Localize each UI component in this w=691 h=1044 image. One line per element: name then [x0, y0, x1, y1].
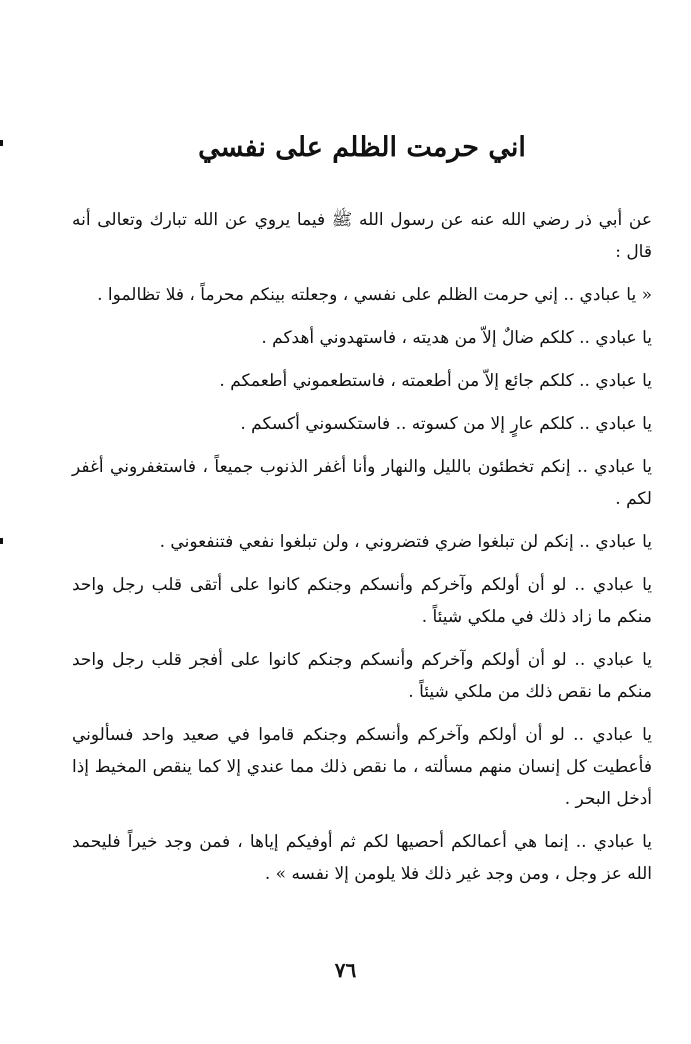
page-number: ٧٦: [334, 958, 357, 982]
hadith-paragraph-7: يا عبادي .. لو أن أولكم وآخركم وأنسكم وجنكم كانوا على أتقى قلب رجل واحد منكم ما زاد ذلك في ملكي شيئاً .: [72, 575, 652, 627]
hadith-paragraph-5: يا عبادي .. إنكم تخطئون بالليل والنهار وأنا أغفر الذنوب جميعاً ، فاستغفروني أغفر لكم .: [72, 457, 652, 509]
hadith-paragraph-8: يا عبادي .. لو أن أولكم وآخركم وأنسكم وجنكم كانوا على أفجر قلب رجل واحد منكم ما نقص ذلك من ملكي شيئاً .: [72, 650, 652, 702]
page-body: [72, 128, 652, 901]
margin-mark: [0, 140, 3, 146]
intro-paragraph: عن أبي ذر رضي الله عنه عن رسول الله ﷺ فيما يروي عن الله تبارك وتعالى أنه قال :: [72, 210, 652, 262]
margin-mark: [0, 538, 3, 544]
hadith-paragraph-4: يا عبادي .. كلكم عارٍ إلا من كسوته .. فاستكسوني أكسكم .: [240, 414, 652, 434]
hadith-paragraph-6: يا عبادي .. إنكم لن تبلغوا ضري فتضروني ، ولن تبلغوا نفعي فتنفعوني .: [159, 532, 652, 552]
hadith-paragraph-9: يا عبادي .. لو أن أولكم وآخركم وأنسكم وجنكم قاموا في صعيد واحد فسألوني فأعطيت كل إنسان منهم مسألته ، ما نقص ذلك مما عندي إلا كما ينقص المخيط إذا أدخل البحر .: [72, 725, 652, 809]
hadith-paragraph-2: يا عبادي .. كلكم ضالٌ إلاّ من هديته ، فاستهدوني أهدكم .: [261, 328, 652, 348]
hadith-paragraph-3: يا عبادي .. كلكم جائع إلاّ من أطعمته ، فاستطعموني أطعمكم .: [219, 371, 652, 391]
hadith-paragraph-1: « يا عبادي .. إني حرمت الظلم على نفسي ، وجعلته بينكم محرماً ، فلا تظالموا .: [97, 285, 652, 305]
page-title: اني حرمت الظلم على نفسي: [198, 132, 526, 163]
hadith-paragraph-10: يا عبادي .. إنما هي أعمالكم أحصيها لكم ثم أوفيكم إياها ، فمن وجد خيراً فليحمد الله عز وجل ، ومن وجد غير ذلك فلا يلومن إلا نفسه » .: [72, 832, 652, 884]
